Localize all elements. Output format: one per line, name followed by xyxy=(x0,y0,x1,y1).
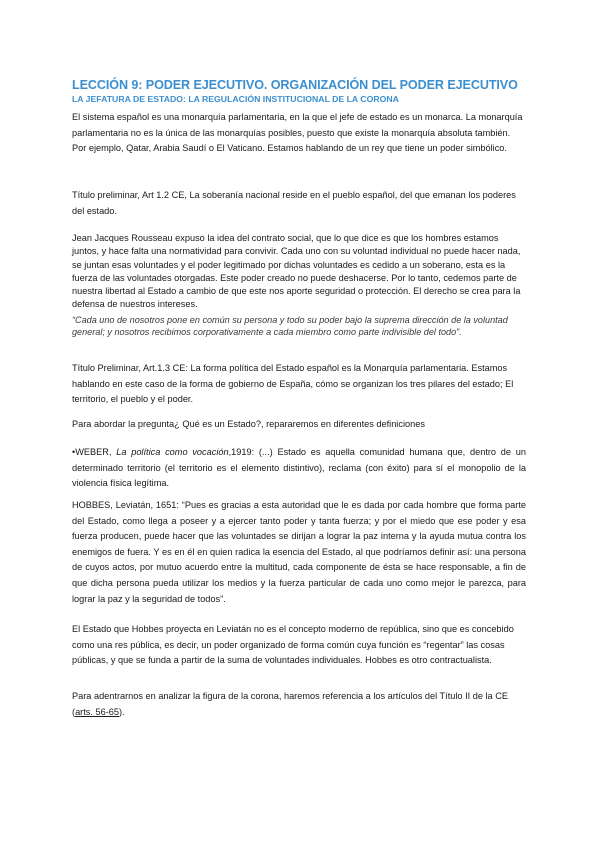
lesson-subtitle: LA JEFATURA DE ESTADO: LA REGULACIÓN INSTITUCIONAL DE LA CORONA xyxy=(72,94,399,104)
paragraph-art-1-3: Título Preliminar, Art.1.3 CE: La forma política del Estado español es la Monarquía parlamentaria. Estamos hablando en este caso de la forma de gobierno de España, cómo se organizan los tres pilares del estado; El territorio, el pueblo y el poder. xyxy=(72,363,514,405)
rousseau-quote: “Cada uno de nosotros pone en común su persona y todo su poder bajo la suprema dirección de la voluntad general; y nosotros recibimos corporativamente a cada miembro como parte indivisible del todo”. xyxy=(72,315,508,337)
lesson-title: LECCIÓN 9: PODER EJECUTIVO. ORGANIZACIÓN DEL PODER EJECUTIVO xyxy=(72,78,518,92)
paragraph-corona xyxy=(72,689,526,720)
weber-definition: ,1919: (...) Estado es aquella comunidad humana que, dentro de un determinado territorio (el territorio es el elemento distintivo), reclama (con éxito) para sí el monopolio de la violencia física legítima. xyxy=(72,447,527,489)
arts-link[interactable]: arts. 56-65 xyxy=(75,706,119,717)
paragraph-question: Para abordar la pregunta¿ Qué es un Estado?, repararemos en diferentes definiciones xyxy=(72,419,425,429)
weber-prefix: •WEBER, xyxy=(72,447,117,457)
paragraph-hobbes: HOBBES, Leviatán, 1651: “Pues es gracias a esta autoridad que le es dada por cada hombre que forma parte del Estado, como llega a poseer y a ejercer tanto poder y tanta fuerza; y por el miedo que ese poder y esa fuerza producen, puede hacer que las voluntades se dirijan a lograr la paz interna y la ayuda mutua contra los enemigos de fuera. Y es en él en quien radica la esencia del Estado, al que podríamos definir así: una persona de cuyos actos, por mutuo acuerdo entre la multitud, cada componente de ésta se hace responsable, a fin de que dicha persona pueda utilizar los medios y la fuerza particular de cada uno como mejor le parezca, para lograr la paz y la seguridad de todos”. xyxy=(72,500,526,604)
paragraph-weber xyxy=(72,445,526,492)
corona-text: Para adentrarnos en analizar la figura de la corona, haremos referencia a los artículos del Título II de la CE ( xyxy=(72,691,508,717)
paragraph-monarchy: El sistema español es una monarquía parlamentaria, en la que el jefe de estado es un monarca. La monarquía parlamentaria no es la única de las monarquías posibles, puesto que existe la monarquía absoluta también. Por ejemplo, Qatar, Arabia Saudí o El Vaticano. Estamos hablando de un rey que tiene un poder simbólico. xyxy=(72,112,523,154)
weber-book-title: La política como vocación xyxy=(116,447,229,457)
paragraph-leviatan: El Estado que Hobbes proyecta en Leviatán no es el concepto moderno de república, sino que es concebido como una res pública, es decir, un poder organizado de forma común cuya función es “regentar” las cosas públicas, y que se funda a partir de la suma de voluntades individuales. Hobbes es otro contractualista. xyxy=(72,624,514,666)
paragraph-art-1-2: Título preliminar, Art 1.2 CE, La soberanía nacional reside en el pueblo español, del que emanan los poderes del estado. xyxy=(72,190,516,216)
corona-end: ). xyxy=(118,706,125,717)
paragraph-rousseau: Jean Jacques Rousseau expuso la idea del contrato social, que lo que dice es que los hombres estamos juntos, y hace falta una normatividad para convivir. Cada uno con su voluntad individual no puede hacer nada, se juntan esas voluntades y el poder legitimado por dichas voluntades es cedido a un soberano, esta es la fuerza de las voluntades otorgadas. Este poder creado no puede deshacerse. Por lo tanto, cedemos parte de nuestra libertad al Estado a cambio de que este nos aporte seguridad o protección. El derecho se crea para la defensa de nuestros intereses. xyxy=(72,233,521,310)
